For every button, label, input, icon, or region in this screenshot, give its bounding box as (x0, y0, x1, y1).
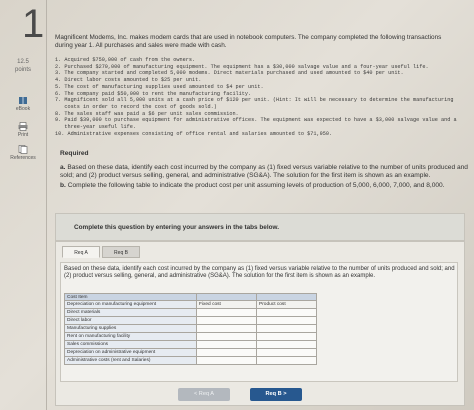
transaction-item: 4. Direct labor costs amounted to $25 per unit. (55, 77, 202, 84)
tab-req-a[interactable]: Req A (62, 246, 100, 258)
transaction-item: 5. The cost of manufacturing supplies used amounted to $4 per unit. (55, 83, 264, 90)
required-letter: a. (60, 164, 66, 171)
product-sga-select[interactable] (257, 357, 317, 365)
next-req-button[interactable]: Req B > (250, 388, 302, 401)
required-text: Complete the following table to indicate the product cost per unit assuming levels of production of 5,000, 6,000, 7,000, and 8,000. (67, 181, 445, 189)
transaction-item: 1. Acquired $750,000 of cash from the owners. (55, 57, 196, 63)
product-sga-select[interactable] (257, 309, 317, 317)
references-label: References (10, 155, 36, 161)
printer-icon (18, 122, 28, 131)
product-sga-select[interactable] (257, 349, 317, 357)
fixed-variable-select[interactable] (197, 309, 257, 317)
cost-item-cell: Sales commissions (65, 341, 197, 349)
product-sga-cell: Product cost (257, 301, 317, 309)
transaction-item: 9. Paid $39,000 to purchase equipment for administrative offices. The equipment was expected to have a $3,000 salvage value and a (55, 117, 457, 124)
references-link[interactable] (6, 145, 40, 161)
cost-item-cell: Rent on manufacturing facility (65, 333, 197, 341)
transaction-item: costs in order to record the cost of goods sold.) (55, 103, 217, 110)
fixed-variable-select[interactable] (197, 317, 257, 325)
fixed-variable-select[interactable] (197, 357, 257, 365)
transaction-item: 7. Magnificent sold all 5,000 units at a cash price of $120 per unit. (Hint: It will be necessary to determine the manufacturing (55, 97, 454, 104)
tab-req-b[interactable]: Req B (102, 246, 140, 258)
ebook-link[interactable] (6, 96, 40, 112)
cost-item-cell: Depreciation on administrative equipment (65, 349, 197, 357)
cost-item-cell: Direct labor (65, 317, 197, 325)
column-header-cost-item: Cost Item (65, 294, 197, 301)
table-row (65, 333, 317, 341)
fixed-variable-select[interactable] (197, 333, 257, 341)
table-header-row (65, 294, 317, 301)
column-header-product-sga (257, 294, 317, 301)
req-navigation (164, 388, 324, 401)
transaction-item: three-year useful life. (55, 124, 136, 131)
fixed-variable-select[interactable] (197, 349, 257, 357)
product-sga-select[interactable] (257, 333, 317, 341)
cost-classification-table (64, 293, 317, 365)
problem-intro: Magnificent Modems, Inc. makes modem cards that are used in notebook computers. The company completed the following transactions during year 1. All purchases and sales were made with cash. (55, 34, 442, 49)
req-a-instructions: Based on these data, identify each cost incurred by the company as (1) fixed versus variable relative to the number of units produced and sold; and (2) product versus selling, general, and administrative (SG&A). The solution for the first item is shown as an example. (64, 266, 455, 280)
product-sga-select[interactable] (257, 325, 317, 333)
product-sga-select[interactable] (257, 341, 317, 349)
fixed-variable-select[interactable] (197, 325, 257, 333)
transaction-item: 2. Purchased $270,000 of manufacturing equipment. The equipment has a $30,000 salvage value and a four-year useful life. (55, 63, 429, 70)
references-icon (18, 145, 28, 154)
prev-req-button[interactable]: < Req A (178, 388, 230, 401)
fixed-variable-cell: Fixed cost (197, 301, 257, 309)
table-row (65, 357, 317, 365)
required-text: Based on these data, identify each cost incurred by the company as (1) fixed versus variable relative to the number of units produced and sold; and (2) product versus selling, general, and administrative (SG&A). The solution for the first item is shown as an example. (60, 164, 468, 180)
transaction-item: 3. The company started and completed 5,000 modems. Direct materials purchased and used amounted to $40 per unit. (55, 70, 404, 77)
ebook-label: eBook (15, 106, 31, 112)
required-item-b (60, 182, 470, 190)
product-sga-select[interactable] (257, 317, 317, 325)
sidebar-divider (46, 0, 47, 410)
cost-item-cell: Depreciation on manufacturing equipment (65, 301, 197, 309)
required-heading: Required (60, 150, 89, 157)
column-header-fixed-variable (197, 294, 257, 301)
table-row (65, 317, 317, 325)
table-row (65, 341, 317, 349)
transaction-item: 6. The company paid $50,000 to rent the manufacturing facility. (55, 90, 252, 97)
table-row (65, 309, 317, 317)
question-number: 1 (22, 2, 45, 46)
print-link[interactable] (6, 122, 40, 138)
table-row (65, 349, 317, 357)
table-row (65, 325, 317, 333)
transactions-list (55, 57, 474, 137)
book-icon (18, 96, 28, 105)
complete-banner-text: Complete this question by entering your answers in the tabs below. (74, 224, 280, 231)
transaction-item: 8. The sales staff was paid a $6 per unit sales commission. (55, 110, 239, 117)
complete-banner (55, 213, 465, 241)
cost-item-cell: Manufacturing supplies (65, 325, 197, 333)
required-item-a (60, 164, 470, 181)
points-label: 12.5 points (14, 59, 31, 73)
transaction-item: 10. Administrative expenses consisting of office rental and salaries amounted to $71,950. (55, 130, 333, 137)
cost-item-cell: Direct materials (65, 309, 197, 317)
fixed-variable-select[interactable] (197, 341, 257, 349)
print-label: Print (17, 132, 29, 138)
required-list (60, 164, 470, 191)
table-row (65, 301, 317, 309)
cost-item-cell: Administrative costs (rent and Salaries) (65, 357, 197, 365)
required-letter: b. (60, 181, 66, 189)
